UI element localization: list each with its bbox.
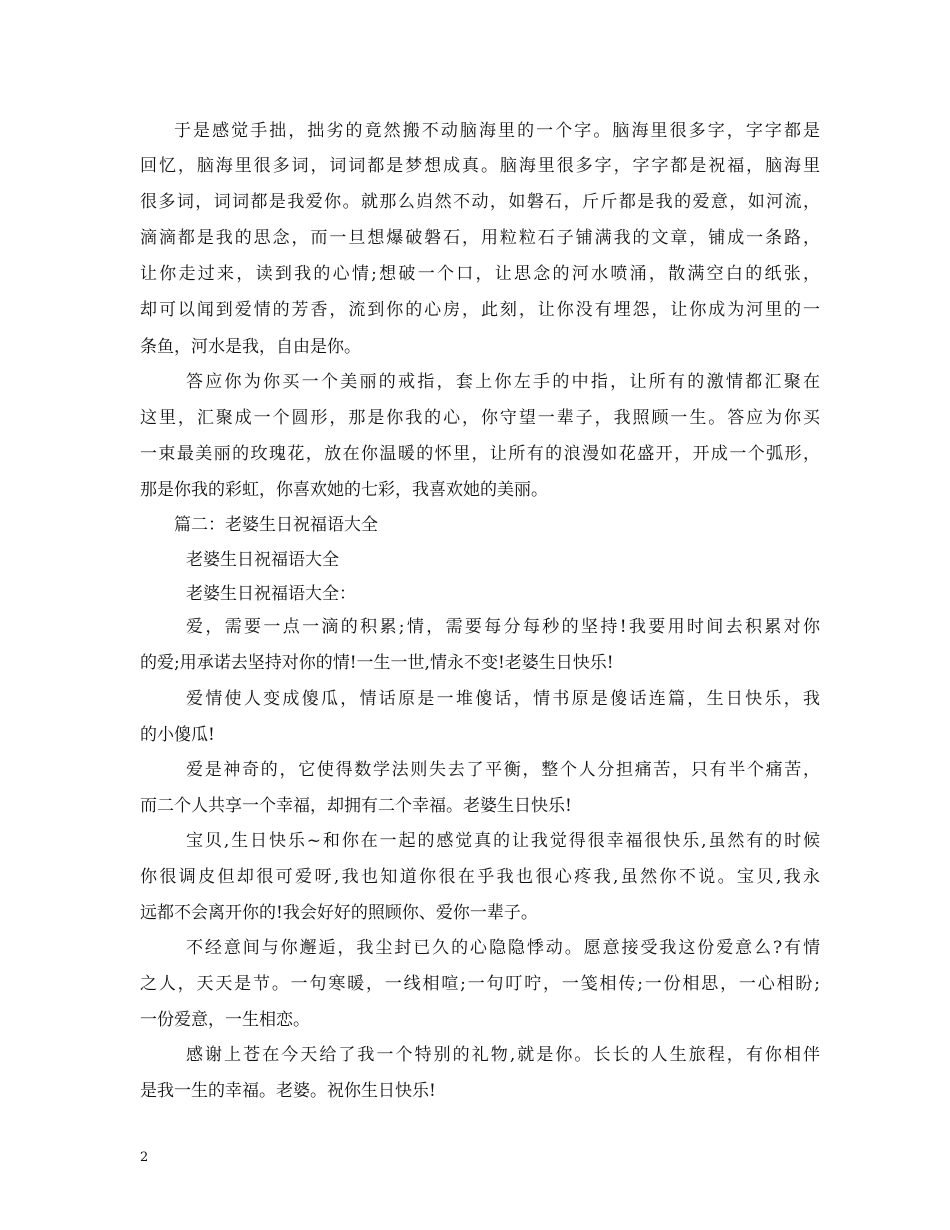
- text-line: 的小傻瓜!: [140, 725, 215, 745]
- text-line: 那是你我的彩虹，你喜欢她的七彩，我喜欢她的美丽。: [140, 480, 548, 500]
- text-line: 远都不会离开你的!我会好好的照顾你、爱你一辈子。: [140, 903, 538, 923]
- text-line: 一份爱意，一生相恋。: [140, 1010, 310, 1030]
- text-line: 爱情使人变成傻瓜，情话原是一堆傻话，情书原是傻话连篇，生日快乐，我: [186, 689, 820, 709]
- document-subtitle: 老婆生日祝福语大全：: [186, 584, 356, 604]
- text-line: 回忆，脑海里很多词，词词都是梦想成真。脑海里很多字，字字都是祝福，脑海里: [140, 156, 820, 176]
- text-line: 爱是神奇的，它使得数学法则失去了平衡，整个人分担痛苦，只有半个痛苦，: [186, 760, 820, 780]
- text-line: 是我一生的幸福。老婆。祝你生日快乐!: [140, 1081, 436, 1101]
- text-line: 一束最美丽的玫瑰花，放在你温暖的怀里，让所有的浪漫如花盛开，开成一个弧形，: [140, 444, 820, 464]
- text-line: 而二个人共享一个幸福，却拥有二个幸福。老婆生日快乐!: [140, 796, 572, 816]
- text-line: 条鱼，河水是我，自由是你。: [140, 337, 361, 357]
- text-line: 让你走过来，读到我的心情;想破一个口，让思念的河水喷涌，散满空白的纸张，: [140, 264, 820, 284]
- text-line: 于是感觉手拙，拙劣的竟然搬不动脑海里的一个字。脑海里很多字，字字都是: [174, 121, 820, 141]
- text-line: 很多词，词词都是我爱你。就那么岿然不动，如磐石，斤斤都是我的爱意，如河流，: [140, 192, 820, 212]
- text-line: 之人，天天是节。一句寒暖，一线相喧;一句叮咛，一笺相传;一份相思，一心相盼;: [140, 974, 820, 994]
- text-line: 宝贝,生日快乐~和你在一起的感觉真的让我觉得很幸福很快乐,虽然有的时候: [186, 831, 820, 851]
- text-line: 这里，汇聚成一个圆形，那是你我的心，你守望一辈子，我照顾一生。答应为你买: [140, 408, 820, 428]
- text-line: 答应你为你买一个美丽的戒指，套上你左手的中指，让所有的激情都汇聚在: [186, 372, 820, 392]
- text-line: 不经意间与你邂逅，我尘封已久的心隐隐悸动。愿意接受我这份爱意么?有情: [186, 938, 820, 958]
- text-line: 却可以闻到爱情的芳香，流到你的心房，此刻，让你没有埋怨，让你成为河里的一: [140, 300, 820, 320]
- page-number: 2: [140, 1150, 149, 1165]
- section-heading: 篇二：老婆生日祝福语大全: [174, 515, 378, 535]
- text-line: 感谢上苍在今天给了我一个特别的礼物,就是你。长长的人生旅程，有你相伴: [186, 1045, 820, 1065]
- text-line: 的爱;用承诺去坚持对你的情!一生一世,情永不变!老婆生日快乐!: [140, 653, 614, 673]
- text-line: 你很调皮但却很可爱呀,我也知道你很在乎我也很心疼我,虽然你不说。宝贝,我永: [140, 867, 820, 887]
- text-line: 滴滴都是我的思念，而一旦想爆破磐石，用粒粒石子铺满我的文章，铺成一条路，: [140, 228, 820, 248]
- text-line: 爱，需要一点一滴的积累;情，需要每分每秒的坚持!我要用时间去积累对你: [186, 617, 820, 637]
- document-title: 老婆生日祝福语大全: [186, 550, 339, 570]
